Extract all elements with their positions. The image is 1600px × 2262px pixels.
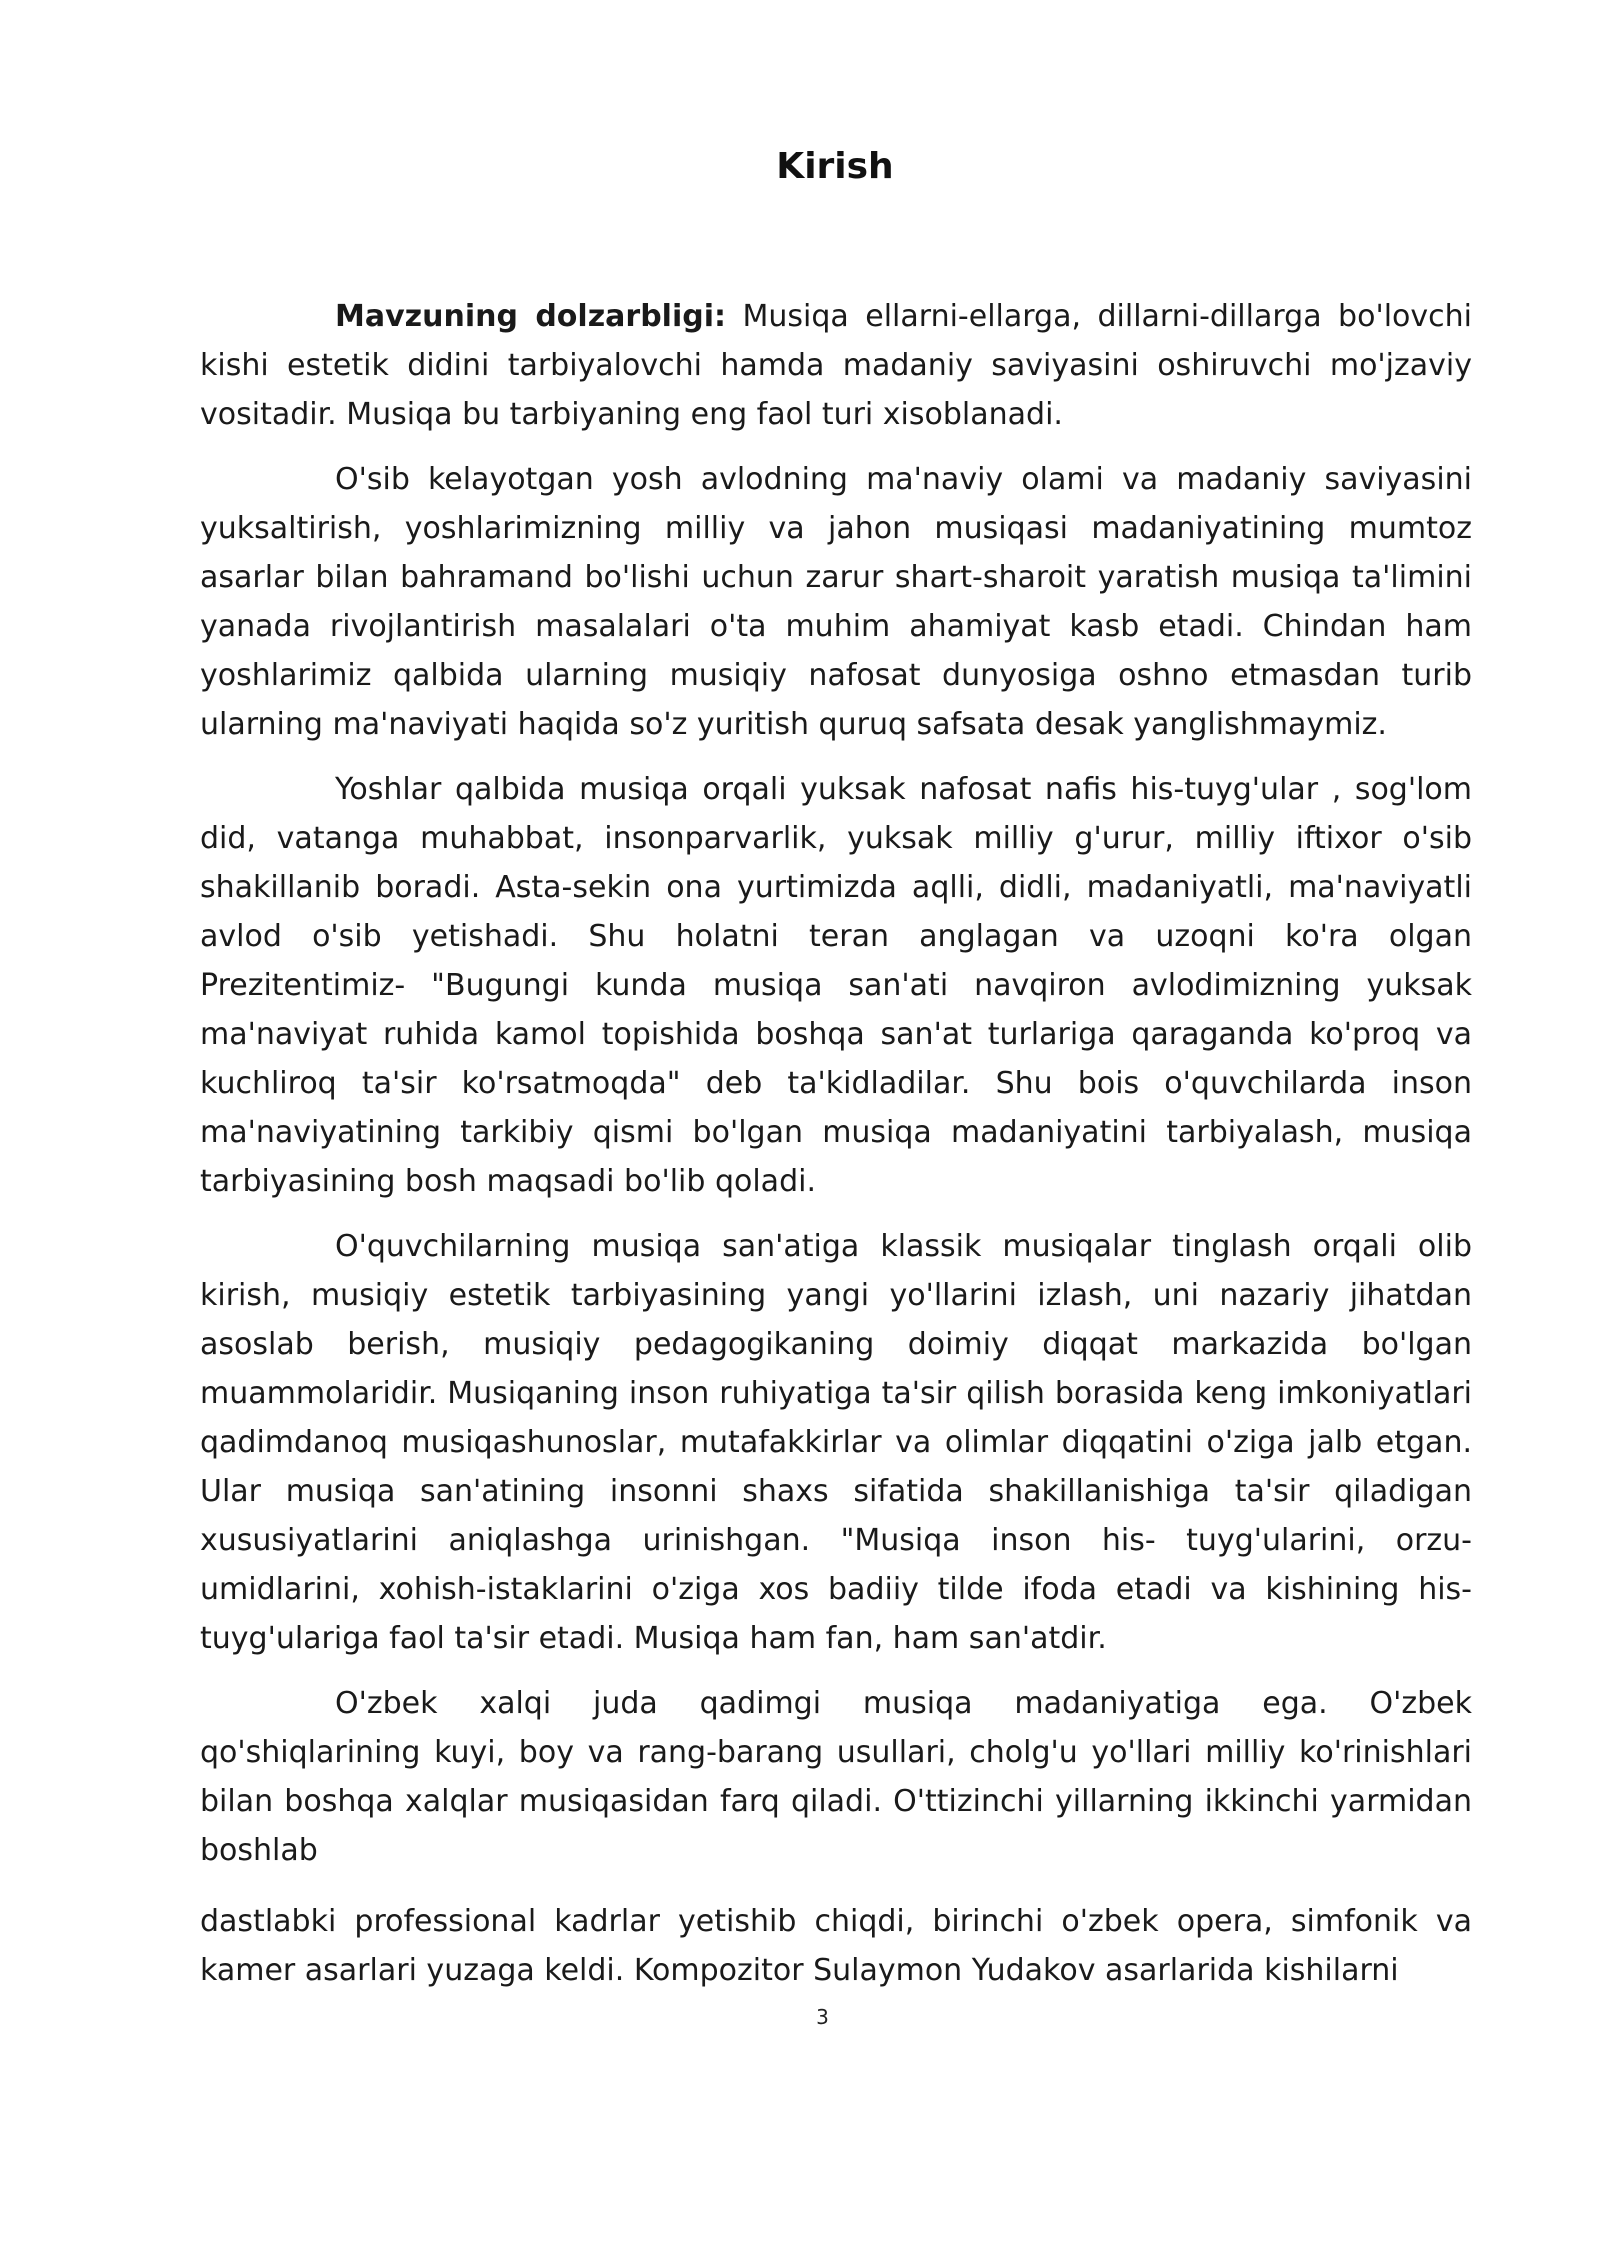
paragraph: O'sib kelayotgan yosh avlodning ma'naviy olami va madaniy saviyasini yuksaltirish, yoshlarimizning milliy va jahon musiqasi madaniyatining mumtoz asarlar bilan bahramand bo'lishi uchun zarur shart-sharoit yaratish musiqa ta'limini yanada rivojlantirish masalalari o'ta muhim ahamiyat kasb etadi. Chindan ham yoshlarimiz qalbida ularning musiqiy nafosat dunyosiga oshno etmasdan turib ularning ma'naviyati haqida so'z yuritish quruq safsata desak yanglishmaymiz. [200, 462, 1472, 742]
paragraph: O'zbek xalqi juda qadimgi musiqa madaniyatiga ega. O'zbek qo'shiqlarining kuyi, boy va rang-barang usullari, cholg'u yo'llari milliy ko'rinishlari bilan boshqa xalqlar musiqasidan farq qiladi. O'ttizinchi yillarning ikkinchi yarmidan boshlab [200, 1686, 1472, 1868]
paragraph-continuation: dastlabki professional kadrlar yetishib chiqdi, birinchi o'zbek opera, simfonik va kamer asarlari yuzaga keldi. Kompozitor Sulaymon Yudakov asarlarida kishilarni [200, 1904, 1472, 1988]
paragraph: O'quvchilarning musiqa san'atiga klassik musiqalar tinglash orqali olib kirish, musiqiy estetik tarbiyasining yangi yo'llarini izlash, uni nazariy jihatdan asoslab berish, musiqiy pedagogikaning doimiy diqqat markazida bo'lgan muammolaridir. Musiqaning inson ruhiyatiga ta'sir qilish borasida keng imkoniyatlari qadimdanoq musiqashunoslar, mutafakkirlar va olimlar diqqatini o'ziga jalb etgan. Ular musiqa san'atining insonni shaxs sifatida shakillanishiga ta'sir qiladigan xususiyatlarini aniqlashga urinishgan. "Musiqa inson his- tuyg'ularini, orzu-umidlarini, xohish-istaklarini o'ziga xos badiiy tilde ifoda etadi va kishining his-tuyg'ulariga faol ta'sir etadi. Musiqa ham fan, ham san'atdir. [200, 1229, 1472, 1656]
page-number: 3 [816, 2005, 829, 2029]
page-title: Kirish [776, 146, 894, 187]
body-text [200, 292, 1472, 2011]
paragraph-text: Musiqa ellarni-ellarga, dillarni-dillarga bo'lovchi kishi estetik didini tarbiyalovchi hamda madaniy saviyasini oshiruvchi mo'jzaviy vositadir. Musiqa bu tarbiyaning eng faol turi xisoblanadi. [200, 299, 1472, 432]
paragraph: Yoshlar qalbida musiqa orqali yuksak nafosat nafis his-tuyg'ular , sog'lom did, vatanga muhabbat, insonparvarlik, yuksak milliy g'urur, milliy iftixor o'sib shakillanib boradi. Asta-sekin ona yurtimizda aqlli, didli, madaniyatli, ma'naviyatli avlod o'sib yetishadi. Shu holatni teran anglagan va uzoqni ko'ra olgan Prezitentimiz- "Bugungi kunda musiqa san'ati navqiron avlodimizning yuksak ma'naviyat ruhida kamol topishida boshqa san'at turlariga qaraganda ko'proq va kuchliroq ta'sir ko'rsatmoqda" deb ta'kidladilar. Shu bois o'quvchilarda inson ma'naviyatining tarkibiy qismi bo'lgan musiqa madaniyatini tarbiyalash, musiqa tarbiyasining bosh maqsadi bo'lib qoladi. [200, 772, 1472, 1199]
paragraph-lead: Mavzuning dolzarbligi: [335, 299, 726, 334]
paragraph-relevance [200, 292, 1472, 439]
